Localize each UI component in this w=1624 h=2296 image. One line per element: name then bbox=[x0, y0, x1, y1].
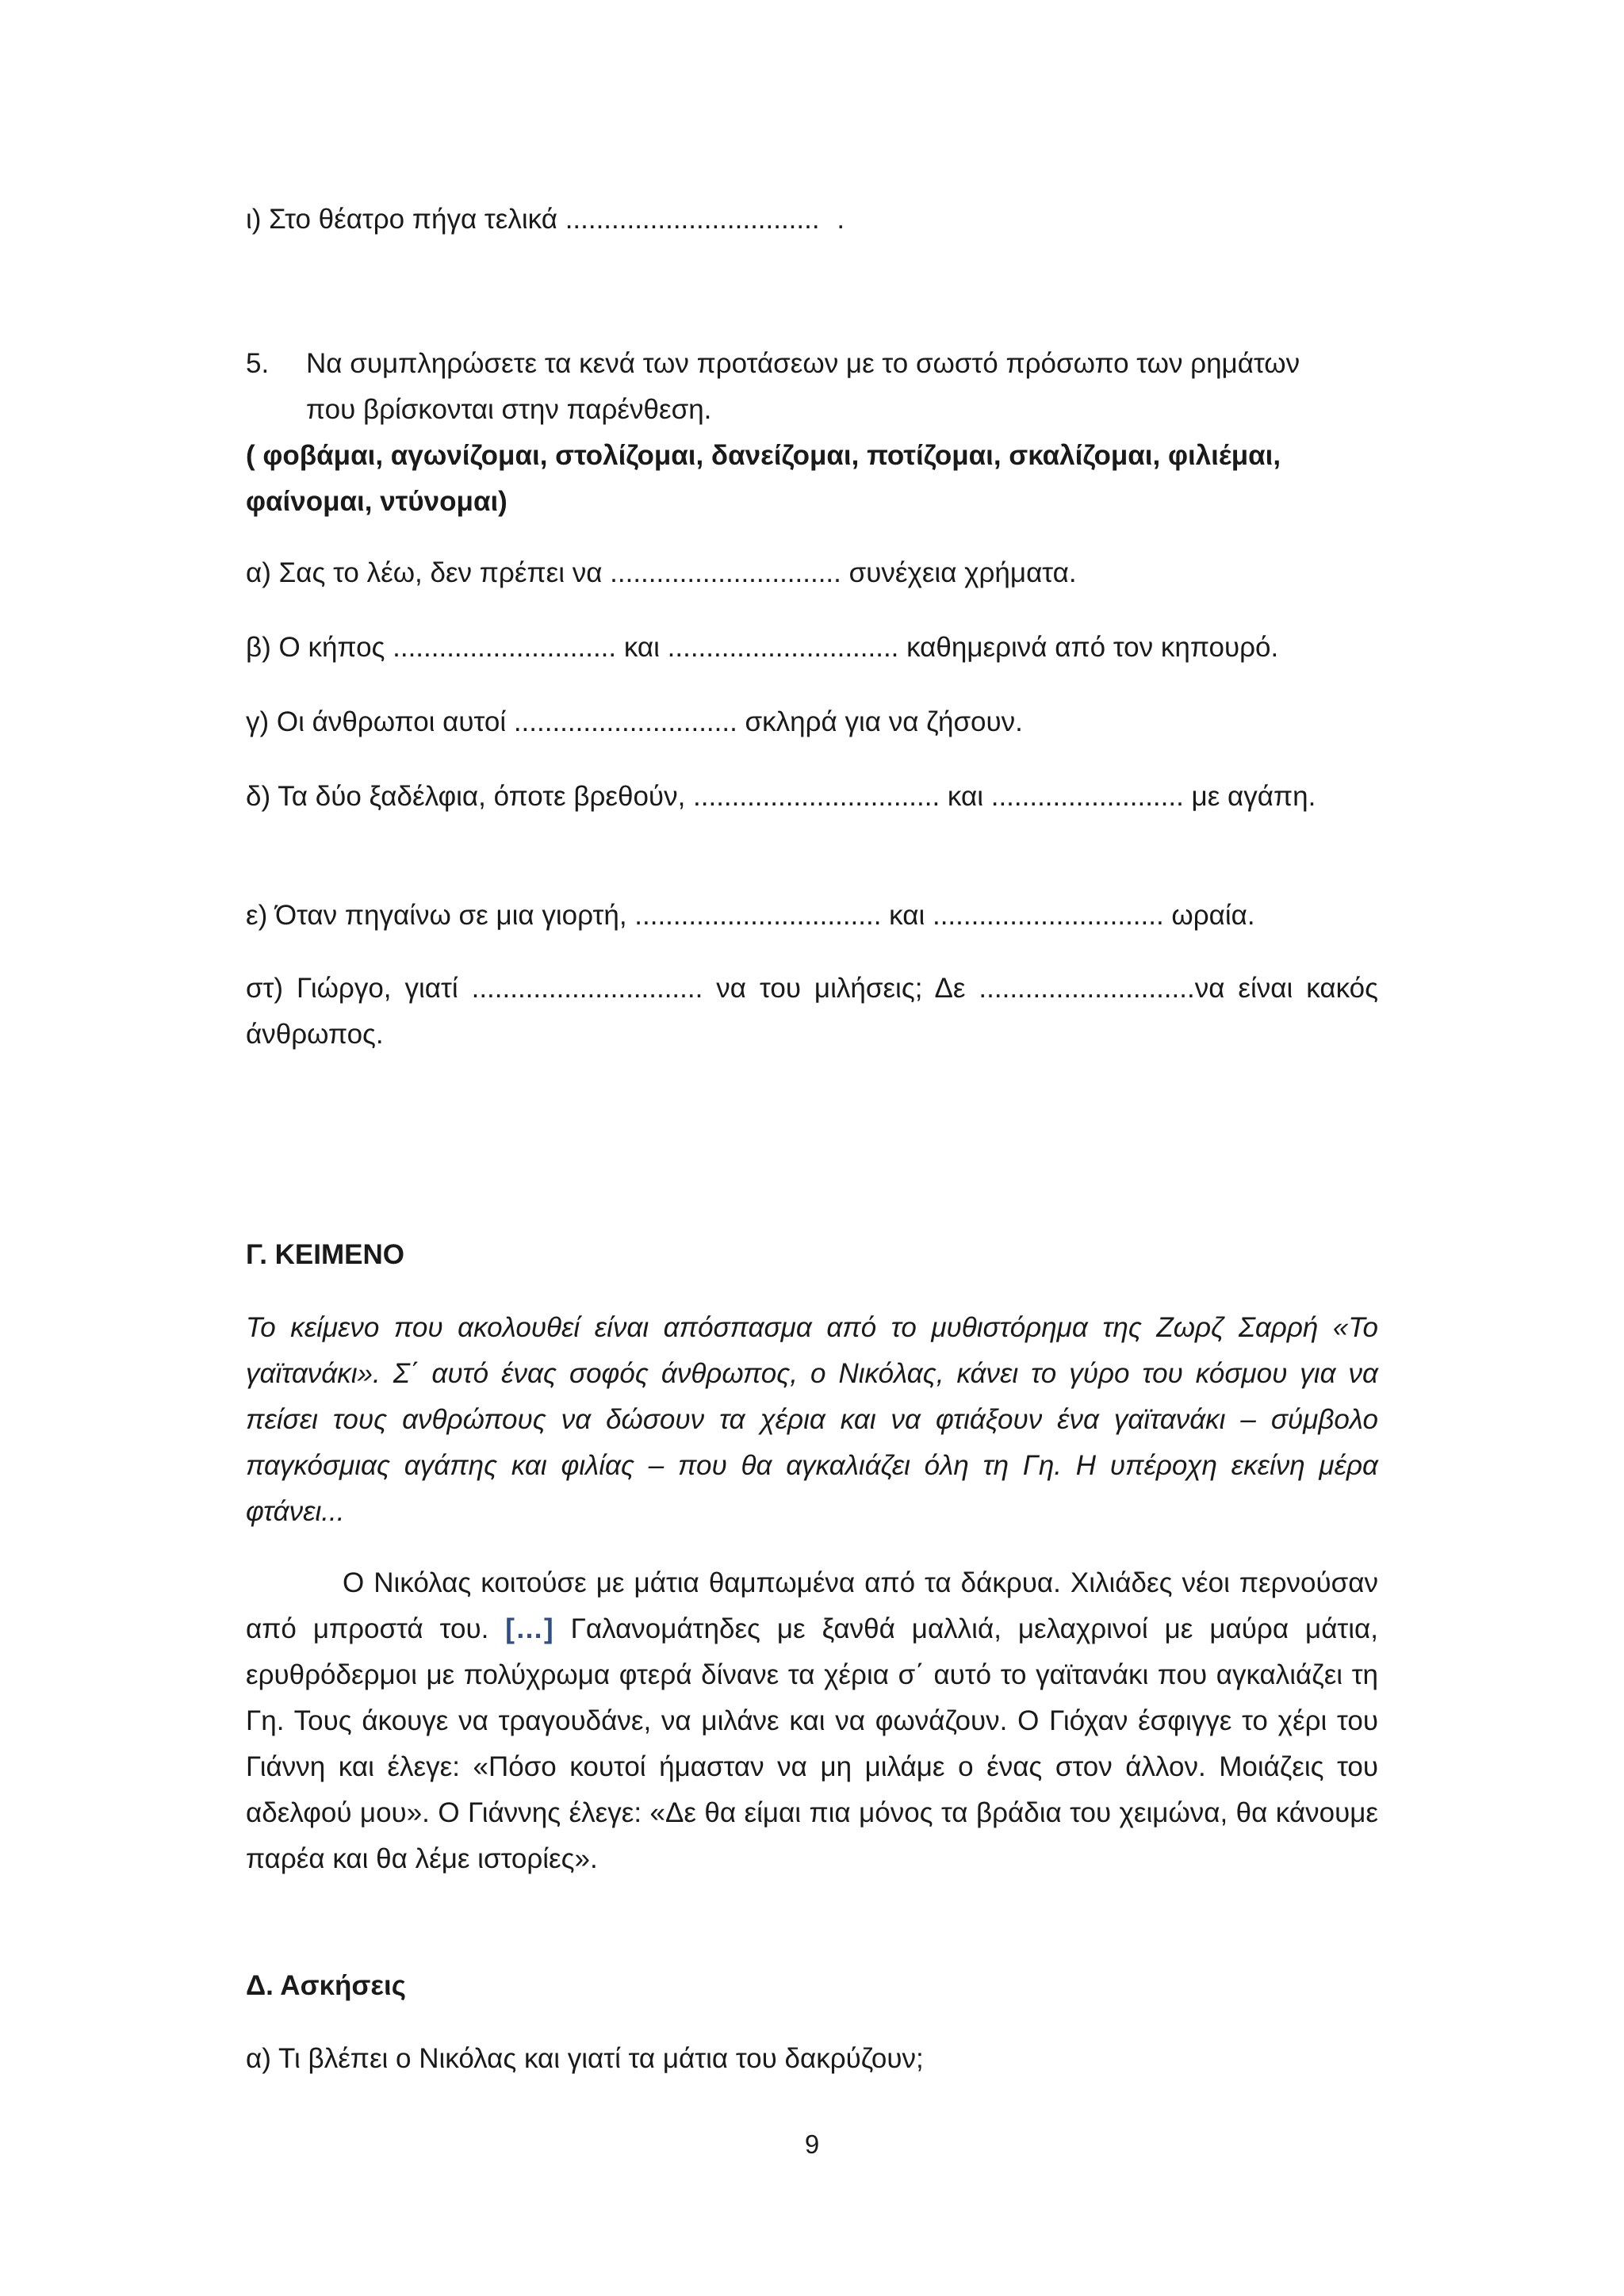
item-text: ε) Όταν πηγαίνω σε μια γιορτή, ................................ και .............................. ωραία. bbox=[246, 900, 1255, 931]
exercise-5-item-d bbox=[246, 774, 1378, 820]
exercise-5-item-st bbox=[246, 966, 1378, 1058]
item-blank: ................................. bbox=[565, 204, 820, 235]
exercise-5-item-b bbox=[246, 625, 1378, 671]
question-text: α) Τι βλέπει ο Νικόλας και γιατί τα μάτια του δακρύζουν; bbox=[246, 2043, 924, 2074]
section-text bbox=[246, 1232, 1378, 1278]
instruction-line-2: που βρίσκονται στην παρένθεση. bbox=[306, 394, 712, 425]
page-number: 9 bbox=[804, 2130, 820, 2159]
exercise-5-instruction bbox=[246, 341, 1378, 433]
item-text: γ) Οι άνθρωποι αυτοί ............................. σκληρά για να ζήσουν. bbox=[246, 706, 1023, 737]
section-heading: Γ. ΚΕΙΜΕΝΟ bbox=[246, 1239, 404, 1270]
verb-list-line-2: φαίνομαι, ντύνομαι) bbox=[246, 486, 508, 517]
passage-part-1: Ο Νικόλας κοιτούσε με μάτια θαμπωμένα από τα δάκρυα. Χιλιάδες νέοι περνούσαν από μπροστά του. bbox=[246, 1567, 1378, 1644]
exercise-4-item-i bbox=[246, 197, 1378, 243]
section-heading: Δ. Ασκήσεις bbox=[246, 1970, 406, 2001]
instruction-line-1: Να συμπληρώσετε τα κενά των προτάσεων με το σωστό πρόσωπο των ρημάτων bbox=[306, 348, 1300, 379]
item-text: στ) Γιώργο, γιατί .............................. να του μιλήσεις; Δε ............................να είναι κακός άνθρωπος. bbox=[246, 973, 1378, 1050]
passage-body bbox=[246, 1560, 1378, 1882]
item-text: β) Ο κήπος ............................. και .............................. καθημερινά από τον κηπουρό. bbox=[246, 632, 1279, 663]
exercise-5-item-a bbox=[246, 550, 1378, 596]
passage-intro bbox=[246, 1305, 1378, 1535]
omission-mark: […] bbox=[505, 1613, 554, 1644]
intro-text: Το κείμενο που ακολουθεί είναι απόσπασμα από το μυθιστόρημα της Ζωρζ Σαρρή «Το γαϊτανάκι». Σ΄ αυτό ένας σοφός άνθρωπος, ο Νικόλας, κάνει το γύρο του κόσμου για να πείσει τους ανθρώπους να δώσουν τα χέρια και να φτιάξουν ένα γαϊτανάκι – σύμβολο παγκόσμιας αγάπης και φιλίας – που θα αγκαλιάζει όλη τη Γη. Η υπέροχη εκείνη μέρα φτάνει... bbox=[246, 1312, 1378, 1527]
item-text: δ) Τα δύο ξαδέλφια, όποτε βρεθούν, ................................ και ......................... με αγάπη. bbox=[246, 781, 1316, 812]
exercise-number: 5. bbox=[246, 348, 270, 379]
section-exercises bbox=[246, 1963, 1378, 2009]
item-label: ι) Στο θέατρο πήγα τελικά bbox=[246, 204, 557, 235]
passage-text bbox=[246, 1560, 1378, 1882]
item-text: α) Σας το λέω, δεν πρέπει να .............................. συνέχεια χρήματα. bbox=[246, 557, 1077, 588]
exercise-5 bbox=[246, 341, 1378, 525]
item-end: . bbox=[837, 204, 845, 235]
passage-part-2: Γαλανομάτηδες με ξανθά μαλλιά, μελαχρινοί με μαύρα μάτια, ερυθρόδερμοι με πολύχρωμα φτερά δίνανε τα χέρια σ΄ αυτό το γαϊτανάκι που αγκαλιάζει τη Γη. Τους άκουγε να τραγουδάνε, να μιλάνε και να φωνάζουν. Ο Γιόχαν έσφιγγε το χέρι του Γιάννη και έλεγε: «Πόσο κουτοί ήμασταν να μη μιλάμε ο ένας στον άλλον. Μοιάζεις του αδελφού μου». Ο Γιάννης έλεγε: «Δε θα είμαι πια μόνος τα βράδια του χειμώνα, θα κάνουμε παρέα και θα λέμε ιστορίες». bbox=[246, 1613, 1378, 1874]
exercise-5-item-c bbox=[246, 699, 1378, 745]
question-a bbox=[246, 2036, 1378, 2082]
verb-list-line-1: ( φοβάμαι, αγωνίζομαι, στολίζομαι, δανείζομαι, ποτίζομαι, σκαλίζομαι, φιλιέμαι, bbox=[246, 440, 1281, 471]
exercise-5-item-e bbox=[246, 893, 1378, 939]
